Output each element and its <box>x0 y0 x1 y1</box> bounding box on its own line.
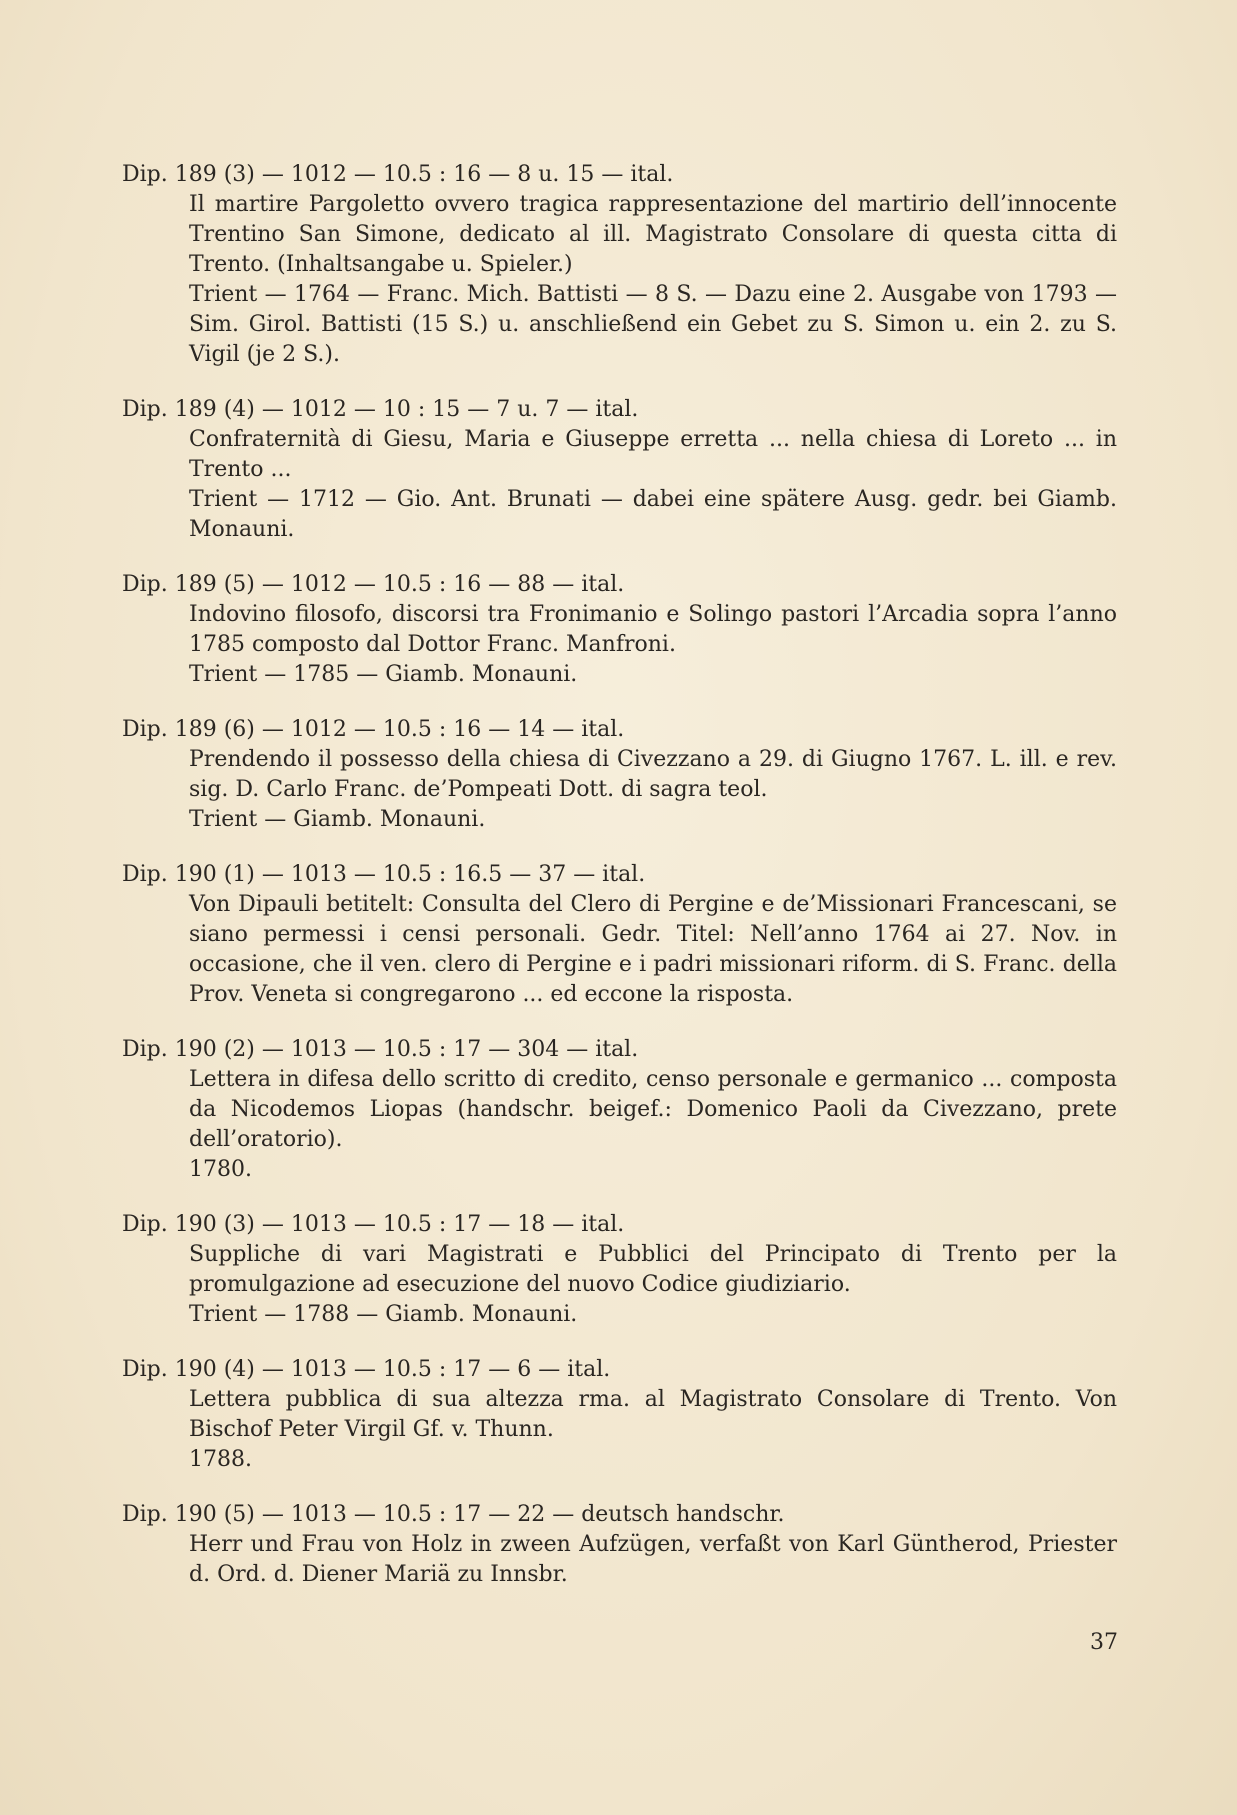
entry-heading: Dip. 190 (2) — 1013 — 10.5 : 17 — 304 — ital. <box>122 1037 639 1062</box>
catalog-entry <box>122 1035 1117 1185</box>
entry-text: Prendendo il possesso della chiesa di Civezzano a 29. di Giugno 1767. L. ill. e rev. sig. D. Carlo Franc. de’Pompeati Dott. di sagra teol. <box>189 747 1117 802</box>
entry-heading: Dip. 189 (4) — 1012 — 10 : 15 — 7 u. 7 — ital. <box>122 397 639 422</box>
page-number: 37 <box>1090 1630 1118 1655</box>
entry-text: Lettera in difesa dello scritto di credito, censo personale e germanico ... composta da Nicodemos Liopas (handschr. beigef.: Domenico Paoli da Civezzano, prete dell’oratorio). <box>189 1067 1117 1152</box>
entry-text: 1788. <box>189 1447 252 1472</box>
entry-text: Herr und Frau von Holz in zween Aufzügen, verfaßt von Karl Güntherod, Priester d. Ord. d. Diener Mariä zu Innsbr. <box>189 1532 1117 1587</box>
catalog-entries <box>122 160 1117 1615</box>
catalog-entry <box>122 715 1117 835</box>
entry-body <box>122 1385 1117 1475</box>
entry-body <box>122 1065 1117 1185</box>
entry-text: Trient — 1764 — Franc. Mich. Battisti — 8 S. — Dazu eine 2. Ausgabe von 1793 — Sim. Girol. Battisti (15 S.) u. anschließend ein Gebet zu S. Simon u. ein 2. zu S. Vigil (je 2 S.). <box>189 282 1117 367</box>
catalog-entry <box>122 1355 1117 1475</box>
entry-body <box>122 890 1117 1010</box>
entry-body <box>122 600 1117 690</box>
entry-heading: Dip. 189 (6) — 1012 — 10.5 : 16 — 14 — ital. <box>122 717 625 742</box>
entry-text: Von Dipauli betitelt: Consulta del Clero di Pergine e de’Missionari Francescani, se siano permessi i censi personali. Gedr. Titel: Nell’anno 1764 ai 27. Nov. in occasione, che il ven. clero di Pergine e i padri missionari riform. di S. Franc. della Prov. Veneta si congregarono ... ed eccone la risposta. <box>189 892 1117 1007</box>
entry-body <box>122 1240 1117 1330</box>
entry-text: Lettera pubblica di sua altezza rma. al Magistrato Consolare di Trento. Von Bischof Peter Virgil Gf. v. Thunn. <box>189 1387 1117 1442</box>
entry-text: Il martire Pargoletto ovvero tragica rappresentazione del martirio dell’innocente Trentino San Simone, dedicato al ill. Magistrato Consolare di questa citta di Trento. (Inhaltsangabe u. Spieler.) <box>189 192 1117 277</box>
entry-heading: Dip. 190 (5) — 1013 — 10.5 : 17 — 22 — deutsch handschr. <box>122 1502 785 1527</box>
entry-text: Confraternità di Giesu, Maria e Giuseppe erretta ... nella chiesa di Loreto ... in Trento ... <box>189 427 1117 482</box>
catalog-entry <box>122 1210 1117 1330</box>
catalog-entry <box>122 570 1117 690</box>
entry-body <box>122 1530 1117 1590</box>
entry-body <box>122 745 1117 835</box>
entry-text: 1780. <box>189 1157 252 1182</box>
catalog-entry <box>122 860 1117 1010</box>
catalog-entry <box>122 1500 1117 1590</box>
entry-text: Trient — 1785 — Giamb. Monauni. <box>189 662 578 687</box>
entry-text: Suppliche di vari Magistrati e Pubblici del Principato di Trento per la promulgazione ad esecuzione del nuovo Codice giudiziario. <box>189 1242 1117 1297</box>
entry-text: Indovino filosofo, discorsi tra Fronimanio e Solingo pastori l’Arcadia sopra l’anno 1785 composto dal Dottor Franc. Manfroni. <box>189 602 1117 657</box>
entry-body <box>122 425 1117 545</box>
entry-text: Trient — 1712 — Gio. Ant. Brunati — dabei eine spätere Ausg. gedr. bei Giamb. Monauni. <box>189 487 1117 542</box>
catalog-entry <box>122 395 1117 545</box>
entry-text: Trient — Giamb. Monauni. <box>189 807 486 832</box>
entry-heading: Dip. 190 (4) — 1013 — 10.5 : 17 — 6 — ital. <box>122 1357 611 1382</box>
catalog-entry <box>122 160 1117 370</box>
entry-text: Trient — 1788 — Giamb. Monauni. <box>189 1302 578 1327</box>
entry-heading: Dip. 189 (5) — 1012 — 10.5 : 16 — 88 — ital. <box>122 572 625 597</box>
entry-heading: Dip. 190 (1) — 1013 — 10.5 : 16.5 — 37 — ital. <box>122 862 646 887</box>
entry-heading: Dip. 190 (3) — 1013 — 10.5 : 17 — 18 — ital. <box>122 1212 625 1237</box>
entry-body <box>122 190 1117 370</box>
entry-heading: Dip. 189 (3) — 1012 — 10.5 : 16 — 8 u. 15 — ital. <box>122 162 674 187</box>
